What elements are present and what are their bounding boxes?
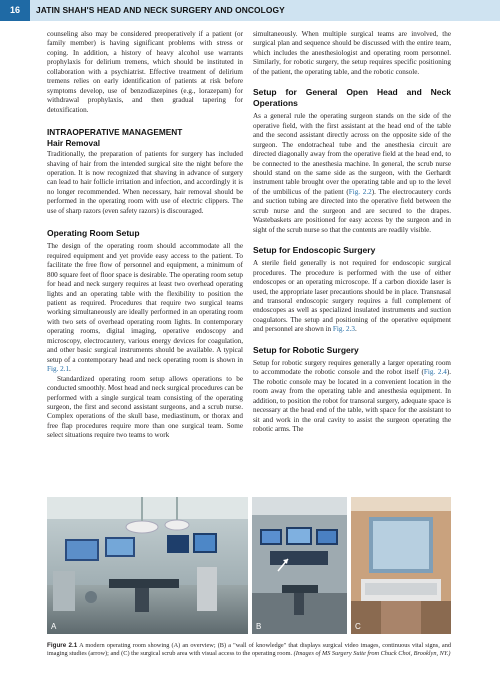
figure-caption-credit: (Images of MS Surgery Suite from Chuck Choi, Brooklyn, NY.) <box>293 650 451 658</box>
open-setup-text: As a general rule the operating surgeon stands on the side of the operative field, with the first assistant at the head end of the table and the second assistant directly across on the opposite side of the surgeon. The endotracheal tube and the anesthesia circuit are directed diagonally away from the operative field at the head end, to be connected to the anesthesia machine. In general, the scrub nurse should stand on the same side as the surgeon, with the Gerhardt instrument table brought over the operating table and up to the level of the umbilicus of the patient ( <box>253 112 451 196</box>
figure-caption <box>47 642 451 659</box>
running-title: JATIN SHAH'S HEAD AND NECK SURGERY AND ONCOLOGY <box>36 5 285 15</box>
or-setup-paragraph-1 <box>47 242 243 374</box>
robotic-text: Setup for robotic surgery requires generally a larger operating room to accommodate the robotic console and the robot itself ( <box>253 358 451 377</box>
endoscopic-text-end: . <box>354 325 357 334</box>
continuation-paragraph: simultaneously. When multiple surgical teams are involved, the surgical plan and sequence should be discussed with the entire team, which includes the anesthesiologist and operating room personnel. Similarly, for robotic surgery, the setup requires specific positioning of the patient, the operating table, and the robotic console. <box>253 30 451 76</box>
figure-2-2-link[interactable]: Fig. 2.2 <box>348 187 372 196</box>
figure-2-1-link[interactable]: Fig. 2.1 <box>47 365 70 374</box>
wall-of-knowledge-icon <box>252 497 347 634</box>
left-column <box>47 30 243 441</box>
endoscopic-heading: Setup for Endoscopic Surgery <box>253 245 376 256</box>
hair-removal-paragraph: Traditionally, the preparation of patients for surgery has included shaving of hair from the intended surgical site the night before the operation. It is now recognized that shaving in advance of surgery can lead to hair follicle irritation and infection, and accordingly it is no longer recommended. When necessary, hair removal should be performed in the operating room with use of electric clippers. The use of sharp razors (even safety razors) is discouraged. <box>47 150 243 215</box>
panel-letter-a: A <box>51 622 57 631</box>
figure-2-3-link[interactable]: Fig. 2.3 <box>332 325 355 334</box>
open-setup-text-end: ). The electrocautery cords and suction tubing are directed into the operative field between the scrub nurse and the surgeon and are secured to the drapes. Wastebaskets are positioned for easy access by the surgeon and in sight of the scrub nurse so that the contents are readily visible. <box>253 187 451 234</box>
surgical-scrub-area-icon <box>351 497 451 634</box>
robotic-paragraph <box>253 359 451 435</box>
panel-letter-c: C <box>355 622 361 631</box>
open-setup-heading: Setup for General Open Head and Neck Operations <box>253 87 451 109</box>
figure-caption-text: A modern operating room showing (A) an overview; (B) a "wall of knowledge" that displays surgical video images, continuous vital signs, and imaging studies (arrow); and (C) the surgical scrub area with visual access to the operating room. <box>47 642 451 658</box>
or-setup-text-end: . <box>69 365 71 374</box>
or-setup-text: The design of the operating room should accommodate all the required equipment and yet provide easy access to the patient. To facilitate the free flow of personnel and equipment, a minimum of 800 square feet of floor space is desirable. The operating room setup for head and neck surgery requires at least two overhead operating lights and an operating table with the flexibility to position the patient as required. Procedures that require two surgical teams working simultaneously are ideally performed in an operating room with two sets of overhead operating room lights. In contemporary operating rooms, digital imaging, operative endoscopy and microscopy, electrocautery, various energy devices for coagulation, and other basic surgical instruments should be available. A typical setup of a contemporary head and neck operating room is shown in <box>47 242 243 364</box>
endoscopic-paragraph <box>253 259 451 335</box>
figure-caption-label: Figure 2.1 <box>47 642 78 649</box>
figure-2-4-link[interactable]: Fig. 2.4 <box>423 368 447 377</box>
operating-room-overview-photo <box>47 497 248 634</box>
operating-room-overview-icon <box>47 497 248 634</box>
panel-letter-b: B <box>256 622 262 631</box>
hair-removal-heading: Hair Removal <box>47 138 101 149</box>
page-number: 16 <box>0 0 30 21</box>
open-setup-paragraph <box>253 112 451 235</box>
or-setup-heading: Operating Room Setup <box>47 228 140 239</box>
right-column <box>253 30 451 434</box>
robotic-heading: Setup for Robotic Surgery <box>253 344 359 355</box>
robotic-text-end: ). The robotic console may be located in a convenient location in the room away from the operating table and anesthesia equipment. In addition, to position the robot for transoral surgery, adequate space is necessary at the head end of the table, with space for the assistant to sit and work in the oral cavity to assist the surgeon operating the robotic arms. The <box>253 368 451 433</box>
figure-2-1 <box>47 497 451 634</box>
or-setup-paragraph-2: Standardized operating room setup allows operations to be conducted smoothly. Most head and neck surgical procedures can be performed with a single surgical team consisting of the operating surgeon, the first and second assistant surgeons, and a scrub nurse. Complex operations of the skull base, mediastinum, or thorax and free flap procedures require more than one surgical team. Some select situations require two teams to work <box>47 374 243 440</box>
major-heading: INTRAOPERATIVE MANAGEMENT <box>47 127 183 138</box>
endoscopic-text: A sterile field generally is not required for endoscopic surgical procedures. The procedure is performed with the use of either endoscopes or an operating microscope. If a carbon dioxide laser is used, the appropriate laser precautions should be in place. Transnasal and transoral endoscopic surgery requires a full complement of endoscopes as well as specialized insulated instruments and suction coagulators. The setup and positioning of the operative equipment and personnel are shown in <box>253 259 451 334</box>
wall-of-knowledge-photo <box>252 497 347 634</box>
intro-paragraph: counseling also may be considered preoperatively if a patient (or family member) is having significant problems with stress or coping. In addition, a history of heavy alcohol use warrants prophylaxis for delirium tremens, which should be instituted in collaboration with a psychiatrist. Effective treatment of delirium tremens relies on early identification of patients at risk before symptoms develop, use of benzodiazepines (e.g., lorazepam) for withdrawal prophylaxis, and then gradual tapering for detoxification. <box>47 30 243 114</box>
surgical-scrub-area-photo <box>351 497 451 634</box>
